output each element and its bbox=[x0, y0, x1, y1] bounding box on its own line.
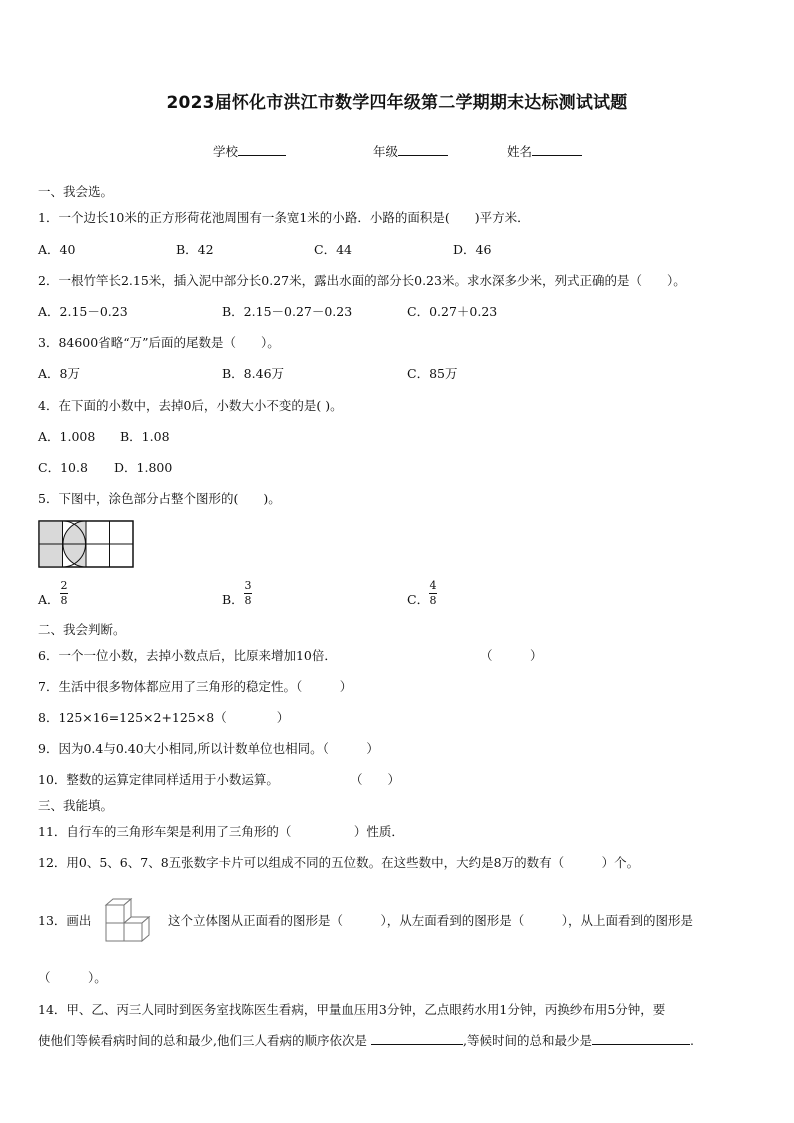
q5-option-a-prefix: A． bbox=[38, 592, 60, 607]
question-9: 9．因为0.4与0.40大小相同,所以计数单位也相同。（ ） bbox=[38, 741, 379, 756]
page-title: 2023届怀化市洪江市数学四年级第二学期期末达标测试试题 bbox=[166, 93, 628, 113]
question-14-line1: 14．甲、乙、丙三人同时到医务室找陈医生看病，甲量血压用3分钟，乙点眼药水用1分钟，丙换纱布用5分钟，要 bbox=[38, 1002, 666, 1017]
school-blank[interactable] bbox=[238, 143, 286, 156]
question-13-text: 这个立体图从正面看的图形是（ ），从左面看到的图形是（ ），从上面看到的图形是 bbox=[168, 913, 694, 928]
grade-field bbox=[373, 142, 448, 160]
question-7: 7．生活中很多物体都应用了三角形的稳定性。（ ） bbox=[38, 679, 353, 694]
q2-option-a[interactable]: A．2.15－0.23 bbox=[38, 304, 128, 319]
question-12: 12．用0、5、6、7、8五张数字卡片可以组成不同的五位数。在这些数中，大约是8万的数有（ ）个。 bbox=[38, 855, 640, 870]
q5-option-a[interactable] bbox=[38, 590, 60, 608]
q14-text-a: 使他们等候看病时间的总和最少,他们三人看病的顺序依次是 bbox=[38, 1033, 367, 1048]
q3-option-a[interactable]: A．8万 bbox=[38, 366, 80, 381]
q5-option-b-fraction bbox=[244, 580, 252, 607]
q3-option-b[interactable]: B．8.46万 bbox=[222, 366, 285, 381]
q3-option-c[interactable]: C．85万 bbox=[407, 366, 458, 381]
question-3: 3．84600省略“万”后面的尾数是（ ）。 bbox=[38, 335, 280, 350]
question-1: 1．一个边长10米的正方形荷花池周围有一条宽1米的小路．小路的面积是( )平方米． bbox=[38, 210, 530, 225]
school-field bbox=[213, 142, 286, 160]
fraction-numerator: 2 bbox=[60, 579, 68, 592]
q5-option-a-fraction bbox=[60, 580, 68, 607]
q2-option-c[interactable]: C．0.27＋0.23 bbox=[407, 304, 498, 319]
question-2: 2．一根竹竿长2.15米，插入泥中部分长0.27米，露出水面的部分长0.23米。求水深多少米，列式正确的是（ ）。 bbox=[38, 273, 686, 288]
q5-option-c[interactable] bbox=[407, 590, 429, 608]
fraction-denominator: 8 bbox=[244, 594, 252, 607]
q5-option-b[interactable] bbox=[222, 590, 244, 608]
q1-option-d[interactable]: D．46 bbox=[453, 242, 492, 257]
q4-option-b[interactable]: B．1.08 bbox=[120, 429, 170, 444]
q5-option-b-prefix: B． bbox=[222, 592, 244, 607]
q1-option-a[interactable]: A．40 bbox=[38, 242, 76, 257]
section-heading-2: 二、我会判断。 bbox=[38, 622, 126, 637]
q13-cube-stack-figure bbox=[104, 893, 154, 945]
section-heading-1: 一、我会选。 bbox=[38, 184, 114, 199]
q4-option-a[interactable]: A．1.008 bbox=[38, 429, 96, 444]
q10-answer-paren[interactable]: （ ） bbox=[350, 772, 401, 787]
fraction-denominator: 8 bbox=[429, 594, 437, 607]
q14-period: . bbox=[689, 1033, 694, 1048]
q6-answer-paren[interactable]: （ ） bbox=[480, 648, 543, 663]
q4-option-c[interactable]: C．10.8 bbox=[38, 460, 88, 475]
question-11: 11．自行车的三角形车架是利用了三角形的（ ）性质． bbox=[38, 824, 404, 839]
q5-option-c-fraction bbox=[429, 580, 437, 607]
q5-grid-figure bbox=[39, 521, 133, 567]
name-field bbox=[507, 142, 582, 160]
question-13-continuation: （ ）。 bbox=[38, 970, 107, 985]
q1-option-b[interactable]: B．42 bbox=[176, 242, 214, 257]
fraction-numerator: 4 bbox=[429, 579, 437, 592]
q14-text-b: ,等候时间的总和最少是 bbox=[462, 1033, 592, 1048]
q5-option-c-prefix: C． bbox=[407, 592, 430, 607]
name-label: 姓名 bbox=[507, 144, 533, 159]
question-5: 5．下图中，涂色部分占整个图形的( )。 bbox=[38, 491, 281, 506]
q14-order-blank[interactable] bbox=[371, 1032, 463, 1045]
grade-blank[interactable] bbox=[398, 143, 448, 156]
question-10: 10．整数的运算定律同样适用于小数运算。 bbox=[38, 772, 279, 787]
q4-option-d[interactable]: D．1.800 bbox=[114, 460, 173, 475]
school-label: 学校 bbox=[213, 144, 239, 159]
fraction-denominator: 8 bbox=[60, 594, 68, 607]
question-6: 6．一个一位小数，去掉小数点后，比原来增加10倍． bbox=[38, 648, 337, 663]
question-14-line2 bbox=[38, 1031, 694, 1049]
question-4: 4．在下面的小数中，去掉0后，小数大小不变的是( )。 bbox=[38, 398, 343, 413]
q2-option-b[interactable]: B．2.15－0.27－0.23 bbox=[222, 304, 353, 319]
section-heading-3: 三、我能填。 bbox=[38, 798, 114, 813]
question-8: 8．125×16=125×2+125×8（ ） bbox=[38, 710, 290, 725]
question-13-prefix: 13．画出 bbox=[38, 913, 92, 928]
fraction-numerator: 3 bbox=[244, 579, 252, 592]
q14-total-blank[interactable] bbox=[592, 1032, 690, 1045]
q1-option-c[interactable]: C．44 bbox=[314, 242, 352, 257]
name-blank[interactable] bbox=[532, 143, 582, 156]
grade-label: 年级 bbox=[373, 144, 399, 159]
